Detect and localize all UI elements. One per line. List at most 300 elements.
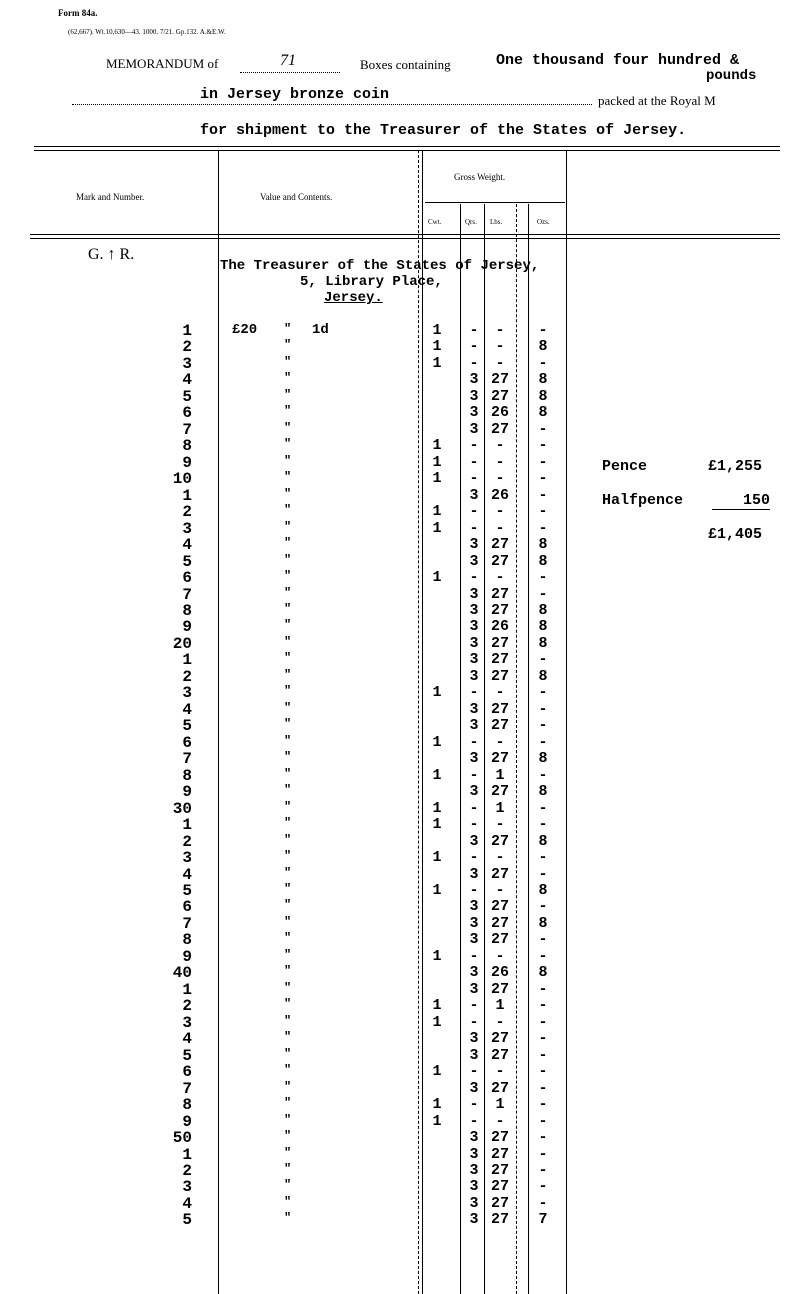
ozs-value: - — [538, 1030, 548, 1047]
ditto-mark: " — [284, 1195, 292, 1209]
cwt-value: 1 — [432, 1063, 442, 1080]
lbs-value: 26 — [490, 618, 509, 635]
lbs-value: 27 — [490, 388, 509, 405]
box-number: 20 — [172, 635, 192, 653]
qrs-value: - — [469, 338, 479, 355]
ozs-value: 8 — [538, 635, 548, 652]
cwt-value: 1 — [432, 1096, 442, 1113]
ditto-mark: " — [284, 1146, 292, 1160]
ditto-mark: " — [284, 915, 292, 929]
lbs-value: - — [495, 503, 505, 520]
box-number: 9 — [182, 1113, 192, 1131]
box-number: 8 — [182, 602, 192, 620]
ditto-mark: " — [284, 931, 292, 945]
box-number: 6 — [182, 734, 192, 752]
column-divider-value-double — [422, 150, 423, 1294]
ditto-mark: " — [284, 355, 292, 369]
qrs-value: 3 — [469, 553, 479, 570]
lbs-value: 27 — [490, 602, 509, 619]
ditto-mark: " — [284, 404, 292, 418]
qrs-value: 3 — [469, 388, 479, 405]
box-number: 4 — [182, 1030, 192, 1048]
box-number: 5 — [182, 1047, 192, 1065]
ditto-mark: " — [284, 1096, 292, 1110]
ditto-mark: " — [284, 602, 292, 616]
qrs-value: 3 — [469, 750, 479, 767]
lbs-value: 27 — [490, 717, 509, 734]
box-number: 8 — [182, 437, 192, 455]
ozs-value: - — [538, 866, 548, 883]
ozs-value: - — [538, 948, 548, 965]
lbs-value: 27 — [490, 915, 509, 932]
ozs-value: 8 — [538, 602, 548, 619]
qrs-value: 3 — [469, 586, 479, 603]
lbs-value: - — [495, 454, 505, 471]
ozs-value: - — [538, 767, 548, 784]
box-number: 10 — [172, 470, 192, 488]
ditto-mark: " — [284, 371, 292, 385]
box-number: 3 — [182, 1014, 192, 1032]
ozs-value: - — [538, 355, 548, 372]
qrs-value: 3 — [469, 1178, 479, 1195]
box-number: 7 — [182, 586, 192, 604]
box-count: 71 — [280, 52, 296, 69]
ditto-mark: " — [284, 470, 292, 484]
box-number: 1 — [182, 651, 192, 669]
lbs-value: - — [495, 569, 505, 586]
box-number: 9 — [182, 454, 192, 472]
column-header-ozs: Ozs. — [537, 218, 550, 226]
lbs-value: 27 — [490, 1030, 509, 1047]
box-number: 3 — [182, 520, 192, 538]
lbs-value: 27 — [490, 1162, 509, 1179]
ditto-mark: " — [284, 767, 292, 781]
qrs-value: 3 — [469, 931, 479, 948]
box-number: 4 — [182, 1195, 192, 1213]
ditto-mark: " — [284, 1178, 292, 1192]
memo-label: MEMORANDUM of — [106, 56, 219, 71]
box-number: 3 — [182, 849, 192, 867]
ditto-mark: " — [284, 849, 292, 863]
cwt-value: 1 — [432, 437, 442, 454]
column-divider-ozs — [528, 204, 529, 1294]
qrs-value: 3 — [469, 964, 479, 981]
ozs-value: - — [538, 1080, 548, 1097]
print-reference: (62,667). Wt.10,630—43. 1000. 7/21. Gp.132. A.&E.W. — [68, 28, 226, 36]
qrs-value: 3 — [469, 1146, 479, 1163]
cwt-value: 1 — [432, 322, 442, 339]
ozs-value: 8 — [538, 668, 548, 685]
box-number: 4 — [182, 536, 192, 554]
ditto-mark: " — [284, 964, 292, 978]
ditto-mark: " — [284, 783, 292, 797]
box-number: 7 — [182, 421, 192, 439]
box-number: 2 — [182, 503, 192, 521]
ditto-mark: " — [284, 1063, 292, 1077]
box-number: 6 — [182, 1063, 192, 1081]
box-number: 1 — [182, 816, 192, 834]
ditto-mark: " — [284, 734, 292, 748]
box-number: 3 — [182, 684, 192, 702]
box-number: 1 — [182, 1146, 192, 1164]
column-divider-right — [566, 150, 567, 1294]
lbs-value: - — [495, 816, 505, 833]
lbs-value: - — [495, 520, 505, 537]
qrs-value: - — [469, 849, 479, 866]
cwt-value: 1 — [432, 997, 442, 1014]
box-number: 9 — [182, 783, 192, 801]
ozs-value: 8 — [538, 750, 548, 767]
ozs-value: - — [538, 470, 548, 487]
qrs-value: 3 — [469, 651, 479, 668]
column-divider-cwt — [460, 204, 461, 1294]
ozs-value: - — [538, 1014, 548, 1031]
qrs-value: 3 — [469, 1195, 479, 1212]
ditto-mark: " — [284, 1014, 292, 1028]
qrs-value: - — [469, 948, 479, 965]
cwt-value: 1 — [432, 849, 442, 866]
qrs-value: - — [469, 1113, 479, 1130]
lbs-value: 1 — [495, 1096, 505, 1113]
ozs-value: 8 — [538, 404, 548, 421]
qrs-value: 3 — [469, 1030, 479, 1047]
ditto-mark: " — [284, 421, 292, 435]
qrs-value: - — [469, 322, 479, 339]
lbs-value: 26 — [490, 404, 509, 421]
ditto-mark: " — [284, 833, 292, 847]
ditto-mark: " — [284, 717, 292, 731]
box-number: 2 — [182, 833, 192, 851]
ditto-mark: " — [284, 948, 292, 962]
column-divider-mark — [218, 150, 219, 1294]
ditto-mark: " — [284, 668, 292, 682]
contents-line3: in Jersey bronze coin — [200, 86, 390, 103]
ozs-value: - — [538, 1129, 548, 1146]
form-number: Form 84a. — [58, 8, 98, 18]
box-number: 1 — [182, 981, 192, 999]
qrs-value: - — [469, 800, 479, 817]
lbs-value: - — [495, 1063, 505, 1080]
qrs-value: 3 — [469, 602, 479, 619]
box-number: 50 — [172, 1129, 192, 1147]
qrs-value: 3 — [469, 421, 479, 438]
ozs-value: - — [538, 717, 548, 734]
ozs-value: 8 — [538, 338, 548, 355]
box-value: £20 — [232, 322, 258, 338]
lbs-value: 1 — [495, 767, 505, 784]
ozs-value: - — [538, 569, 548, 586]
address-line2: 5, Library Place, — [300, 274, 443, 290]
box-count-field — [240, 72, 340, 73]
lbs-value: 1 — [495, 997, 505, 1014]
ditto-mark: " — [284, 618, 292, 632]
header-bottom-rule — [30, 234, 780, 235]
lbs-value: 27 — [490, 1195, 509, 1212]
qrs-value: 3 — [469, 915, 479, 932]
ditto-mark: " — [284, 569, 292, 583]
shipment-line: for shipment to the Treasurer of the States of Jersey. — [200, 122, 687, 139]
pence-label: Pence — [602, 458, 648, 475]
lbs-value: 27 — [490, 1211, 509, 1228]
cwt-value: 1 — [432, 800, 442, 817]
ozs-value: - — [538, 1146, 548, 1163]
lbs-value: 27 — [490, 1129, 509, 1146]
qrs-value: - — [469, 503, 479, 520]
address-line3: Jersey. — [324, 290, 383, 306]
qrs-value: - — [469, 1096, 479, 1113]
lbs-value: - — [495, 734, 505, 751]
ozs-value: 8 — [538, 833, 548, 850]
qrs-value: 3 — [469, 1211, 479, 1228]
table-top-rule — [34, 146, 780, 147]
qrs-value: - — [469, 1063, 479, 1080]
ditto-mark: " — [284, 816, 292, 830]
ozs-value: 8 — [538, 964, 548, 981]
qrs-value: 3 — [469, 635, 479, 652]
lbs-value: - — [495, 1113, 505, 1130]
ozs-value: - — [538, 981, 548, 998]
ozs-value: 8 — [538, 536, 548, 553]
box-number: 8 — [182, 1096, 192, 1114]
ditto-mark: " — [284, 388, 292, 402]
ozs-value: - — [538, 487, 548, 504]
ditto-mark: " — [284, 750, 292, 764]
ozs-value: - — [538, 734, 548, 751]
lbs-value: 27 — [490, 981, 509, 998]
box-number: 40 — [172, 964, 192, 982]
ozs-value: - — [538, 701, 548, 718]
lbs-value: - — [495, 1014, 505, 1031]
cwt-value: 1 — [432, 767, 442, 784]
contents-line2: pounds — [706, 68, 757, 84]
box-number: 3 — [182, 1178, 192, 1196]
box-number: 5 — [182, 553, 192, 571]
ozs-value: 8 — [538, 783, 548, 800]
qrs-value: - — [469, 816, 479, 833]
qrs-value: 3 — [469, 487, 479, 504]
ozs-value: - — [538, 520, 548, 537]
ozs-value: - — [538, 586, 548, 603]
box-number: 8 — [182, 931, 192, 949]
ozs-value: 8 — [538, 388, 548, 405]
column-header-qrs: Qrs. — [465, 218, 477, 226]
ozs-value: - — [538, 437, 548, 454]
qrs-value: 3 — [469, 668, 479, 685]
box-number: 2 — [182, 1162, 192, 1180]
box-number: 6 — [182, 898, 192, 916]
lbs-value: 27 — [490, 586, 509, 603]
ditto-mark: " — [284, 1211, 292, 1225]
ditto-mark: " — [284, 586, 292, 600]
cwt-value: 1 — [432, 454, 442, 471]
lbs-value: 27 — [490, 783, 509, 800]
cwt-value: 1 — [432, 684, 442, 701]
lbs-value: 27 — [490, 898, 509, 915]
ozs-value: 8 — [538, 882, 548, 899]
lbs-value: 27 — [490, 536, 509, 553]
lbs-value: 27 — [490, 1146, 509, 1163]
lbs-value: 27 — [490, 668, 509, 685]
box-number: 7 — [182, 1080, 192, 1098]
ozs-value: - — [538, 1047, 548, 1064]
ditto-mark: " — [284, 1162, 292, 1176]
box-number: 1 — [182, 322, 192, 340]
lbs-value: - — [495, 684, 505, 701]
ditto-mark: " — [284, 520, 292, 534]
ditto-mark: " — [284, 1080, 292, 1094]
address-line1: The Treasurer of the States of Jersey, — [220, 258, 540, 274]
ditto-mark: " — [284, 898, 292, 912]
box-number: 8 — [182, 767, 192, 785]
box-number: 5 — [182, 388, 192, 406]
ozs-value: - — [538, 816, 548, 833]
ditto-mark: " — [284, 437, 292, 451]
column-header-cwt: Cwt. — [428, 218, 442, 226]
box-number: 7 — [182, 915, 192, 933]
total-value: £1,405 — [708, 526, 763, 543]
box-number: 9 — [182, 618, 192, 636]
box-number: 5 — [182, 882, 192, 900]
cwt-value: 1 — [432, 470, 442, 487]
qrs-value: 3 — [469, 981, 479, 998]
ozs-value: 8 — [538, 371, 548, 388]
lbs-value: - — [495, 322, 505, 339]
ditto-mark: " — [284, 981, 292, 995]
ditto-mark: " — [284, 536, 292, 550]
cwt-value: 1 — [432, 520, 442, 537]
ditto-mark: " — [284, 800, 292, 814]
box-number: 3 — [182, 355, 192, 373]
ditto-mark: " — [284, 322, 292, 336]
lbs-value: 27 — [490, 635, 509, 652]
qrs-value: 3 — [469, 404, 479, 421]
lbs-value: - — [495, 437, 505, 454]
ozs-value: - — [538, 898, 548, 915]
ozs-value: 8 — [538, 553, 548, 570]
qrs-value: - — [469, 734, 479, 751]
lbs-value: 1 — [495, 800, 505, 817]
ozs-value: - — [538, 1162, 548, 1179]
contents-line1: One thousand four hundred & — [496, 52, 740, 69]
lbs-value: - — [495, 338, 505, 355]
ozs-value: - — [538, 1195, 548, 1212]
column-divider-lbs — [516, 204, 517, 1294]
qrs-value: - — [469, 1014, 479, 1031]
ditto-mark: " — [284, 684, 292, 698]
ozs-value: - — [538, 931, 548, 948]
halfpence-label: Halfpence — [602, 492, 684, 509]
ozs-value: - — [538, 1178, 548, 1195]
ozs-value: - — [538, 800, 548, 817]
box-number: 5 — [182, 1211, 192, 1229]
ditto-mark: " — [284, 553, 292, 567]
box-number: 2 — [182, 997, 192, 1015]
column-divider-qrs — [484, 204, 485, 1294]
ozs-value: 7 — [538, 1211, 548, 1228]
box-number: 2 — [182, 668, 192, 686]
qrs-value: 3 — [469, 783, 479, 800]
box-number: 4 — [182, 866, 192, 884]
qrs-value: 3 — [469, 898, 479, 915]
qrs-value: 3 — [469, 1162, 479, 1179]
lbs-value: 27 — [490, 931, 509, 948]
ditto-mark: " — [284, 503, 292, 517]
lbs-value: - — [495, 849, 505, 866]
column-header-lbs: Lbs. — [490, 218, 503, 226]
lbs-value: - — [495, 470, 505, 487]
lbs-value: 27 — [490, 1047, 509, 1064]
lbs-value: 27 — [490, 371, 509, 388]
shipping-mark: G. ↑ R. — [88, 246, 135, 263]
boxes-label: Boxes containing — [360, 57, 451, 72]
box-number: 6 — [182, 404, 192, 422]
qrs-value: 3 — [469, 1080, 479, 1097]
cwt-value: 1 — [432, 503, 442, 520]
ozs-value: - — [538, 997, 548, 1014]
lbs-value: 27 — [490, 701, 509, 718]
contents-field — [72, 104, 592, 105]
cwt-value: 1 — [432, 355, 442, 372]
ozs-value: 8 — [538, 915, 548, 932]
qrs-value: 3 — [469, 1047, 479, 1064]
table-top-rule-double — [34, 150, 780, 151]
lbs-value: 27 — [490, 833, 509, 850]
ozs-value: - — [538, 454, 548, 471]
lbs-value: - — [495, 948, 505, 965]
column-header-value: Value and Contents. — [260, 192, 333, 202]
ditto-mark: " — [284, 1129, 292, 1143]
ozs-value: - — [538, 1096, 548, 1113]
header-bottom-rule-double — [30, 238, 780, 239]
qrs-value: - — [469, 470, 479, 487]
ditto-mark: " — [284, 1030, 292, 1044]
qrs-value: 3 — [469, 833, 479, 850]
qrs-value: - — [469, 684, 479, 701]
ozs-value: - — [538, 503, 548, 520]
ditto-mark: " — [284, 882, 292, 896]
column-header-mark: Mark and Number. — [76, 192, 145, 202]
box-number: 6 — [182, 569, 192, 587]
ditto-mark: " — [284, 651, 292, 665]
lbs-value: 27 — [490, 1080, 509, 1097]
qrs-value: 3 — [469, 866, 479, 883]
box-number: 2 — [182, 338, 192, 356]
lbs-value: 27 — [490, 553, 509, 570]
box-number: 9 — [182, 948, 192, 966]
lbs-value: - — [495, 355, 505, 372]
cwt-value: 1 — [432, 734, 442, 751]
qrs-value: - — [469, 437, 479, 454]
qrs-value: - — [469, 520, 479, 537]
cwt-value: 1 — [432, 1113, 442, 1130]
ditto-mark: " — [284, 338, 292, 352]
lbs-value: 27 — [490, 1178, 509, 1195]
qrs-value: - — [469, 882, 479, 899]
box-number: 7 — [182, 750, 192, 768]
lbs-value: 27 — [490, 421, 509, 438]
lbs-value: 27 — [490, 651, 509, 668]
box-number: 5 — [182, 717, 192, 735]
pence-value: £1,255 — [708, 458, 763, 475]
ditto-mark: " — [284, 487, 292, 501]
lbs-value: - — [495, 882, 505, 899]
lbs-value: 27 — [490, 866, 509, 883]
box-content: 1d — [312, 322, 329, 338]
ozs-value: - — [538, 1113, 548, 1130]
ozs-value: - — [538, 684, 548, 701]
ozs-value: - — [538, 322, 548, 339]
qrs-value: 3 — [469, 371, 479, 388]
